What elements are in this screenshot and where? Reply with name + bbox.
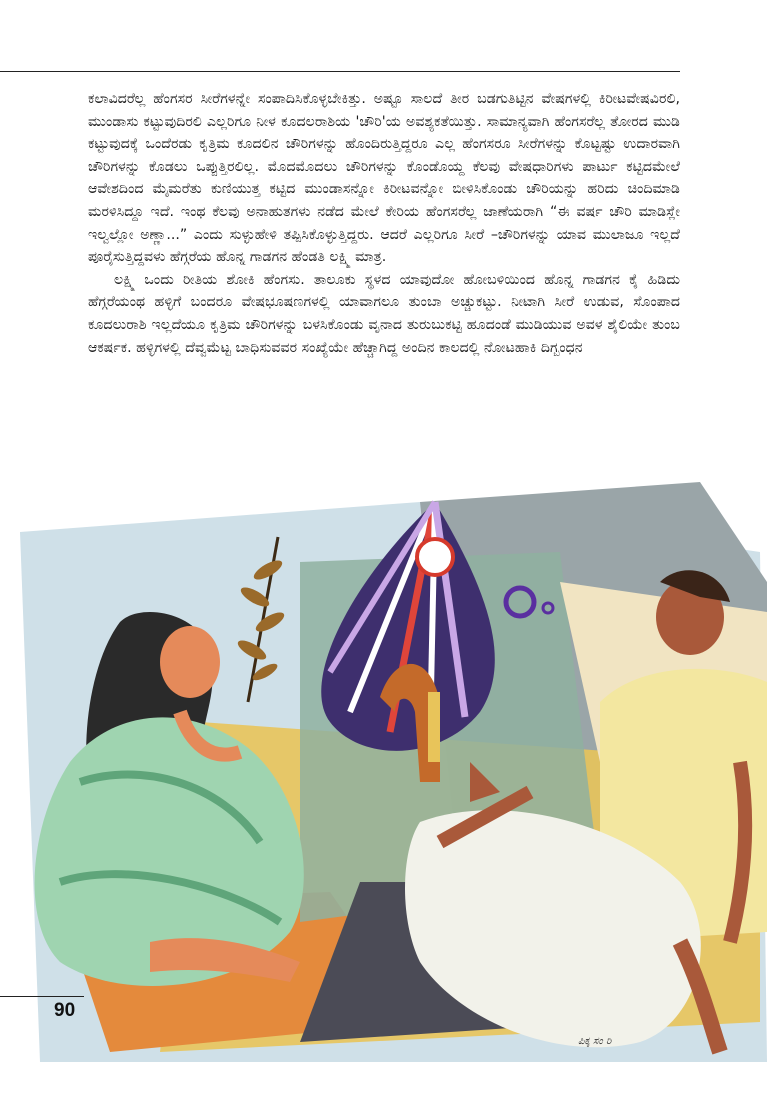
paragraph-1: ಕಲಾವಿದರೆಲ್ಲ ಹೆಂಗಸರ ಸೀರೆಗಳನ್ನೇ ಸಂಪಾದಿಸಿಕೊಳ್ಳಬೇಕಿತ್ತು. ಅಷ್ಟೂ ಸಾಲದೆ ತೀರ ಬಡಗುತಿಟ್ಟಿನ ವೇಷಗಳಲ್ಲಿ ಕಿರೀಟವೇಷವಿರಲಿ, ಮುಂಡಾಸು ಕಟ್ಟುವುದಿರಲಿ ಎಲ್ಲರಿಗೂ ನೀಳ ಕೂದಲರಾಶಿಯ 'ಚೌರಿ'ಯ ಅವಶ್ಯಕತೆಯಿತ್ತು. ಸಾಮಾನ್ಯವಾಗಿ ಹೆಂಗಸರೆಲ್ಲ ತೋರದ ಮುಡಿ ಕಟ್ಟುವುದಕ್ಕೆ ಒಂದೆರಡು ಕೃತ್ರಿಮ ಕೂದಲಿನ ಚೌರಿಗಳನ್ನು ಹೊಂದಿರುತ್ತಿದ್ದರೂ ಎಲ್ಲ ಹೆಂಗಸರೂ ಸೀರೆಗಳನ್ನು ಕೊಟ್ಟಷ್ಟು ಉದಾರವಾಗಿ ಚೌರಿಗಳನ್ನು ಕೊಡಲು ಒಪ್ಪುತ್ತಿರಲಿಲ್ಲ. ಮೊದಮೊದಲು ಚೌರಿಗಳನ್ನು ಕೊಂಡೊಯ್ದ ಕೆಲವು ವೇಷಧಾರಿಗಳು ಪಾರ್ಟು ಕಟ್ಟಿದಮೇಲೆ ಆವೇಶದಿಂದ ಮೈಮರೆತು ಕುಣಿಯುತ್ತ ಕಟ್ಟಿದ ಮುಂಡಾಸನ್ನೋ ಕಿರೀಟವನ್ನೋ ಬೀಳಿಸಿಕೊಂಡು ಚೌರಿಯನ್ನು ಹರಿದು ಚಿಂದಿಮಾಡಿ ಮರಳಿಸಿದ್ದೂ ಇದೆ. ಇಂಥ ಕೆಲವು ಅನಾಹುತಗಳು ನಡೆದ ಮೇಲೆ ಕೇರಿಯ ಹೆಂಗಸರೆಲ್ಲ ಜಾಣೆಯರಾಗಿ “ಈ ವರ್ಷ ಚೌರಿ ಮಾಡಿಸ್ಲೇ ಇಲ್ವಲ್ಲೋ ಅಣ್ಣಾ...” ಎಂದು ಸುಳ್ಳುಹೇಳಿ ತಪ್ಪಿಸಿಕೊಳ್ಳುತ್ತಿದ್ದರು. ಆದರೆ ಎಲ್ಲರಿಗೂ ಸೀರೆ –ಚೌರಿಗಳನ್ನು ಯಾವ ಮುಲಾಜೂ ಇಲ್ಲದೆ ಪೂರೈಸುತ್ತಿದ್ದವಳು ಹೆಗ್ಗರೆಯ ಹೊನ್ನ ಗಾಡಗನ ಹೆಂಡತಿ ಲಕ್ಷ್ಮಿ ಮಾತ್ರ.: [88, 91, 680, 266]
page-number-rule: [0, 996, 84, 997]
page-number: 90: [54, 1000, 76, 1021]
illustration: [0, 462, 767, 1093]
top-rule: [0, 71, 680, 72]
paragraph-2: ಲಕ್ಷ್ಮಿ ಒಂದು ರೀತಿಯ ಶೋಕಿ ಹೆಂಗಸು. ತಾಲೂಕು ಸ್ಥಳದ ಯಾವುದೋ ಹೋಬಳಿಯಿಂದ ಹೊನ್ನ ಗಾಡಗನ ಕೈ ಹಿಡಿದು ಹೆಗ್ಗರೆಯಂಥ ಹಳ್ಳಿಗೆ ಬಂದರೂ ವೇಷಭೂಷಣಗಳಲ್ಲಿ ಯಾವಾಗಲೂ ತುಂಬಾ ಅಚ್ಚುಕಟ್ಟು. ನೀಟಾಗಿ ಸೀರೆ ಉಡುವ, ಸೊಂಪಾದ ಕೂದಲುರಾಶಿ ಇಲ್ಲದೆಯೂ ಕೃತ್ರಿಮ ಚೌರಿಗಳನ್ನು ಬಳಸಿಕೊಂಡು ವೃನಾದ ತುರುಬುಕಟ್ಟಿ ಹೂದಂಡೆ ಮುಡಿಯುವ ಅವಳ ಶೈಲಿಯೇ ತುಂಬ ಆಕರ್ಷಕ. ಹಳ್ಳಿಗಳಲ್ಲಿ ದೆವ್ವಮೆಟ್ಟ ಬಾಧಿಸುವವರ ಸಂಖ್ಯೆಯೇ ಹೆಚ್ಚಾಗಿದ್ದ ಅಂದಿನ ಕಾಲದಲ್ಲಿ ನೋಟಹಾಕಿ ದಿಗ್ಬಂಧನ: [88, 271, 680, 356]
body-text: [88, 88, 680, 359]
illustrator-signature: ಪಿಕ್ಕ ಸಂ ರಿ: [578, 1036, 612, 1047]
